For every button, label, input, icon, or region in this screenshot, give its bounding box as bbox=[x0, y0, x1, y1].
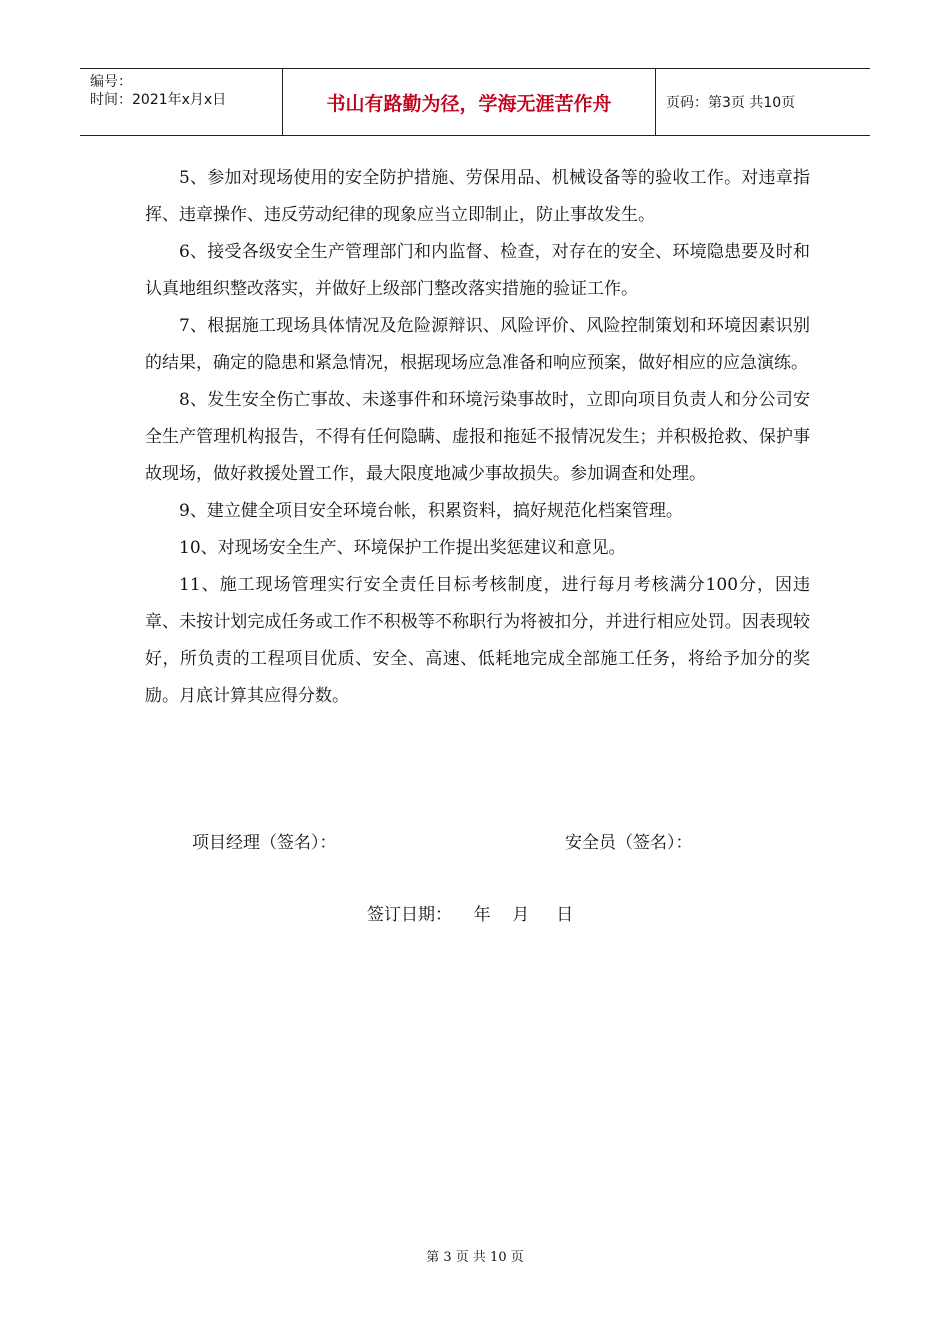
sign-date: 签订日期： 年 月 日 bbox=[367, 905, 574, 925]
clause-11: 11、施工现场管理实行安全责任目标考核制度，进行每月考核满分100分，因违章、未按计划完成任务或工作不积极等不称职行为将被扣分，并进行相应处罚。因表现较好，所负责的工程项目优质、安全、高速、低耗地完成全部施工任务，将给予加分的奖励。月底计算其应得分数。 bbox=[145, 575, 810, 706]
header-motto: 书山有路勤为径，学海无涯苦作舟 bbox=[282, 69, 656, 135]
safety-officer-signature-label: 安全员（签名）： bbox=[565, 833, 693, 853]
document-time-label: 时间：2021年x月x日 bbox=[90, 92, 227, 108]
page-footer: 第 3 页 共 10 页 bbox=[426, 1250, 524, 1265]
page-header bbox=[80, 68, 870, 136]
header-page-info: 页码：第3页 共10页 bbox=[666, 95, 796, 111]
manager-signature-label: 项目经理（签名）： bbox=[192, 833, 337, 853]
header-meta bbox=[80, 69, 282, 135]
document-body bbox=[145, 160, 810, 715]
clause-7: 7、根据施工现场具体情况及危险源辩识、风险评价、风险控制策划和环境因素识别的结果，确定的隐患和紧急情况，根据现场应急准备和响应预案，做好相应的应急演练。 bbox=[145, 316, 810, 373]
clause-10: 10、对现场安全生产、环境保护工作提出奖惩建议和意见。 bbox=[179, 538, 626, 558]
document-number-label: 编号： bbox=[90, 74, 132, 90]
clause-6: 6、接受各级安全生产管理部门和内监督、检查，对存在的安全、环境隐患要及时和认真地组织整改落实，并做好上级部门整改落实措施的验证工作。 bbox=[145, 242, 810, 299]
clause-8: 8、发生安全伤亡事故、未遂事件和环境污染事故时，立即向项目负责人和分公司安全生产管理机构报告，不得有任何隐瞒、虚报和拖延不报情况发生；并积极抢救、保护事故现场，做好救援处置工作，最大限度地减少事故损失。参加调查和处理。 bbox=[145, 390, 810, 484]
clause-9: 9、建立健全项目安全环境台帐，积累资料，搞好规范化档案管理。 bbox=[179, 501, 683, 521]
clause-5: 5、参加对现场使用的安全防护措施、劳保用品、机械设备等的验收工作。对违章指挥、违章操作、违反劳动纪律的现象应当立即制止，防止事故发生。 bbox=[145, 168, 810, 225]
